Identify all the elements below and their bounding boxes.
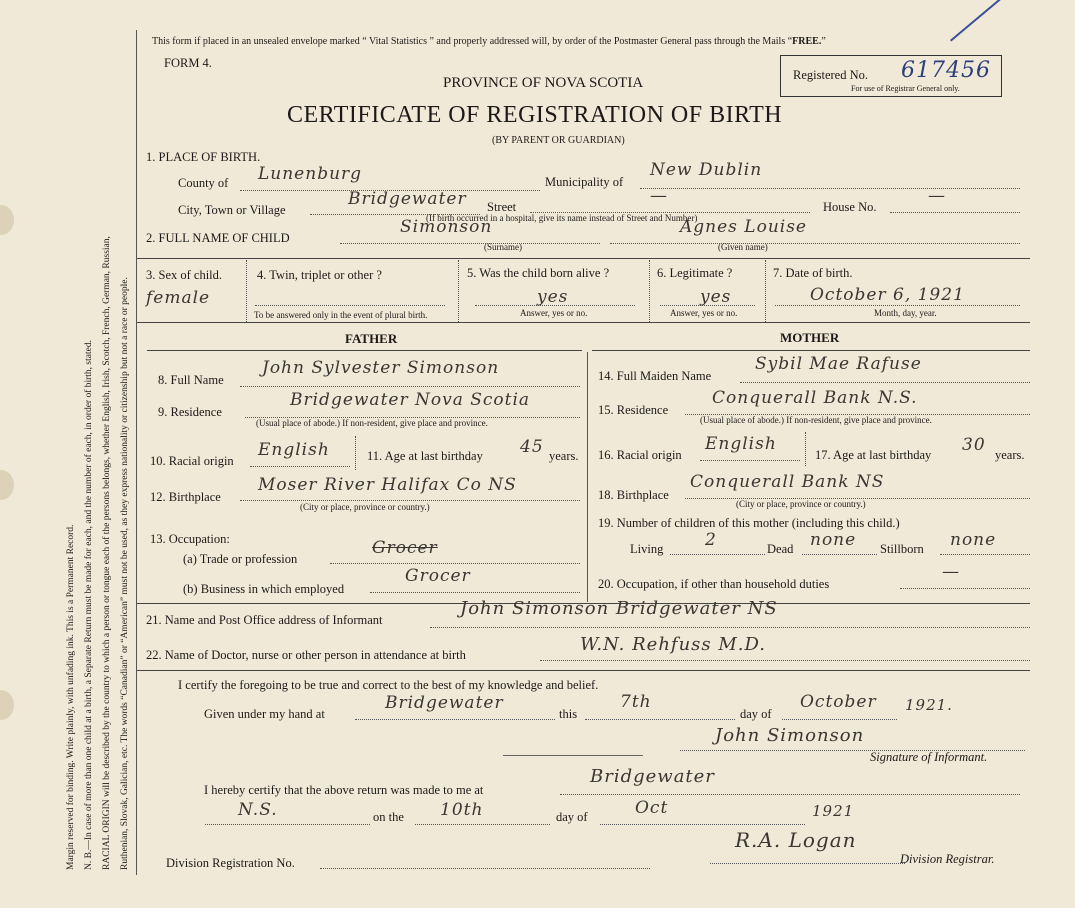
margin-note-racial-origin: RACIAL ORIGIN will be described by the country to which a person or tongue each of the persons belongs, whether English, Irish, Scotch, French, German, Russian, — [102, 236, 112, 870]
doctor-value: W.N. Rehfuss M.D. — [580, 634, 767, 655]
punch-hole — [0, 690, 14, 720]
given-under-label: Given under my hand at — [204, 707, 325, 721]
mail-note: This form if placed in an unsealed envelope marked “ Vital Statistics ” and properly addressed will, by order of the Postmaster General pass through the Mails “FREE.” — [152, 36, 826, 47]
father-age-unit: years. — [549, 449, 579, 463]
registrar-day-of-label: day of — [556, 810, 588, 824]
registrar-use-note: For use of Registrar General only. — [851, 84, 960, 93]
registered-label: Registered No. — [793, 68, 868, 82]
children-count-label: 19. Number of children of this mother (including this child.) — [598, 516, 900, 530]
street-value: — — [650, 186, 668, 206]
born-alive-label: 5. Was the child born alive ? — [467, 266, 610, 280]
father-business-label: (b) Business in which employed — [183, 582, 345, 596]
page-subtitle: (BY PARENT OR GUARDIAN) — [492, 135, 625, 146]
mother-race-value: English — [705, 434, 777, 454]
margin-note-multiple-births: N. B.—In case of more than one child at a birth, a Separate Return must be made for each, and the number of each, in order of birth, stated. — [84, 340, 94, 870]
certify-month-value: October — [800, 692, 877, 712]
county-value: Lunenburg — [258, 164, 363, 184]
father-race-value: English — [258, 440, 330, 460]
legitimate-value: yes — [700, 287, 732, 307]
mother-birthplace-label: 18. Birthplace — [598, 488, 669, 502]
certify-day-value: 7th — [620, 692, 652, 712]
mother-residence-note: (Usual place of abode.) If non-resident, give place and province. — [700, 415, 932, 425]
punch-hole — [0, 470, 14, 500]
date-of-birth-note: Month, day, year. — [874, 308, 937, 318]
born-alive-value: yes — [537, 287, 569, 307]
margin-note-racial-origin-cont: Ruthenian, Slovak, Galician, etc. The words “Canadian” or “American” must not be used, as they express nationality or citizenship but not a race or people. — [120, 277, 130, 870]
surname-note: (Surname) — [484, 242, 522, 252]
father-residence-note: (Usual place of abode.) If non-resident, give place and province. — [256, 418, 488, 428]
form-number: FORM 4. — [164, 56, 212, 70]
mother-birthplace-note: (City or place, province or country.) — [736, 499, 866, 509]
born-alive-note: Answer, yes or no. — [520, 308, 588, 318]
legitimate-note: Answer, yes or no. — [670, 308, 738, 318]
mother-birthplace-value: Conquerall Bank NS — [690, 472, 885, 492]
mother-age-unit: years. — [995, 448, 1025, 462]
mother-residence-value: Conquerall Bank N.S. — [712, 388, 918, 408]
registered-number: 617456 — [901, 58, 991, 83]
informant-label: 21. Name and Post Office address of Informant — [146, 613, 383, 627]
twin-label: 4. Twin, triplet or other ? — [257, 268, 382, 282]
father-birthplace-value: Moser River Halifax Co NS — [258, 475, 517, 495]
municipality-value: New Dublin — [650, 160, 763, 180]
father-residence-value: Bridgewater Nova Scotia — [290, 390, 531, 410]
mother-residence-label: 15. Residence — [598, 403, 669, 417]
mother-occupation-value: — — [942, 562, 960, 582]
place-of-birth-label: 1. PLACE OF BIRTH. — [146, 150, 261, 164]
dead-value: none — [810, 530, 857, 550]
division-registration-label: Division Registration No. — [166, 856, 295, 870]
father-business-value: Grocer — [405, 566, 471, 586]
punch-hole — [0, 205, 14, 235]
signature-of-informant-label: Signature of Informant. — [870, 750, 988, 764]
certify-statement: I certify the foregoing to be true and correct to the best of my knowledge and belief. — [178, 678, 599, 692]
father-age-value: 45 — [520, 437, 544, 457]
sex-label: 3. Sex of child. — [146, 268, 223, 282]
registrar-place-value: Bridgewater — [590, 766, 715, 787]
city-value: Bridgewater — [348, 189, 467, 209]
father-name-label: 8. Full Name — [158, 373, 224, 387]
legitimate-label: 6. Legitimate ? — [657, 266, 733, 280]
living-value: 2 — [705, 530, 717, 550]
registered-number-box — [780, 55, 1002, 97]
mother-name-label: 14. Full Maiden Name — [598, 369, 712, 383]
informant-signature: John Simonson — [715, 725, 865, 746]
mother-name-value: Sybil Mae Rafuse — [755, 354, 922, 374]
living-label: Living — [630, 542, 664, 556]
certify-day-of-label: day of — [740, 707, 772, 721]
registrar-province-value: N.S. — [238, 800, 278, 820]
given-place-value: Bridgewater — [385, 693, 504, 713]
father-name-value: John Sylvester Simonson — [262, 358, 500, 378]
mother-heading: MOTHER — [780, 330, 840, 345]
page-title: CERTIFICATE OF REGISTRATION OF BIRTH — [287, 102, 783, 128]
mother-age-value: 30 — [962, 435, 986, 455]
province-heading: PROVINCE OF NOVA SCOTIA — [443, 75, 644, 91]
margin-rule — [136, 30, 137, 875]
doctor-label: 22. Name of Doctor, nurse or other person in attendance at birth — [146, 648, 466, 662]
registrar-month-value: Oct — [635, 798, 669, 818]
child-surname: Simonson — [400, 217, 493, 237]
father-occupation-label: 13. Occupation: — [150, 532, 230, 546]
informant-value: John Simonson Bridgewater NS — [460, 598, 778, 619]
given-name-note: (Given name) — [718, 242, 768, 252]
stillborn-value: none — [950, 530, 997, 550]
sex-value: female — [146, 288, 211, 308]
margin-note-binding: Margin reserved for binding. Write plainly, with unfading ink. This is a Permanent Record. — [66, 524, 76, 870]
house-number-label: House No. — [823, 200, 877, 214]
house-number-value: — — [928, 186, 946, 206]
registrar-day-value: 10th — [440, 800, 484, 820]
mother-age-label: 17. Age at last birthday — [815, 448, 932, 462]
mother-race-label: 16. Racial origin — [598, 448, 682, 462]
municipality-label: Municipality of — [545, 175, 624, 189]
on-the-label: on the — [373, 810, 404, 824]
father-birthplace-note: (City or place, province or country.) — [300, 502, 430, 512]
division-registrar-label: Division Registrar. — [900, 852, 995, 866]
dead-label: Dead — [767, 542, 794, 556]
child-name-label: 2. FULL NAME OF CHILD — [146, 231, 290, 245]
this-label: this — [559, 707, 578, 721]
father-age-label: 11. Age at last birthday — [367, 449, 483, 463]
child-given-name: Agnes Louise — [680, 217, 807, 237]
twin-note: To be answered only in the event of plural birth. — [254, 310, 428, 320]
date-of-birth-value: October 6, 1921 — [810, 285, 965, 305]
certify-year-value: 1921. — [905, 696, 953, 714]
county-label: County of — [178, 176, 229, 190]
father-race-label: 10. Racial origin — [150, 454, 234, 468]
father-residence-label: 9. Residence — [158, 405, 222, 419]
street-label: Street — [487, 200, 517, 214]
city-label: City, Town or Village — [178, 203, 286, 217]
stillborn-label: Stillborn — [880, 542, 924, 556]
check-mark-icon — [950, 0, 1020, 42]
registrar-year-value: 1921 — [812, 802, 855, 820]
registrar-statement: I hereby certify that the above return was made to me at — [204, 783, 484, 797]
father-trade-label: (a) Trade or profession — [183, 552, 298, 566]
father-heading: FATHER — [345, 331, 398, 346]
mother-occupation-label: 20. Occupation, if other than household duties — [598, 577, 830, 591]
father-trade-value: Grocer — [372, 538, 438, 558]
date-of-birth-label: 7. Date of birth. — [773, 266, 853, 280]
father-birthplace-label: 12. Birthplace — [150, 490, 221, 504]
hospital-note: (If birth occurred in a hospital, give its name instead of Street and Number) — [426, 213, 698, 223]
registrar-signature: R.A. Logan — [735, 828, 857, 852]
